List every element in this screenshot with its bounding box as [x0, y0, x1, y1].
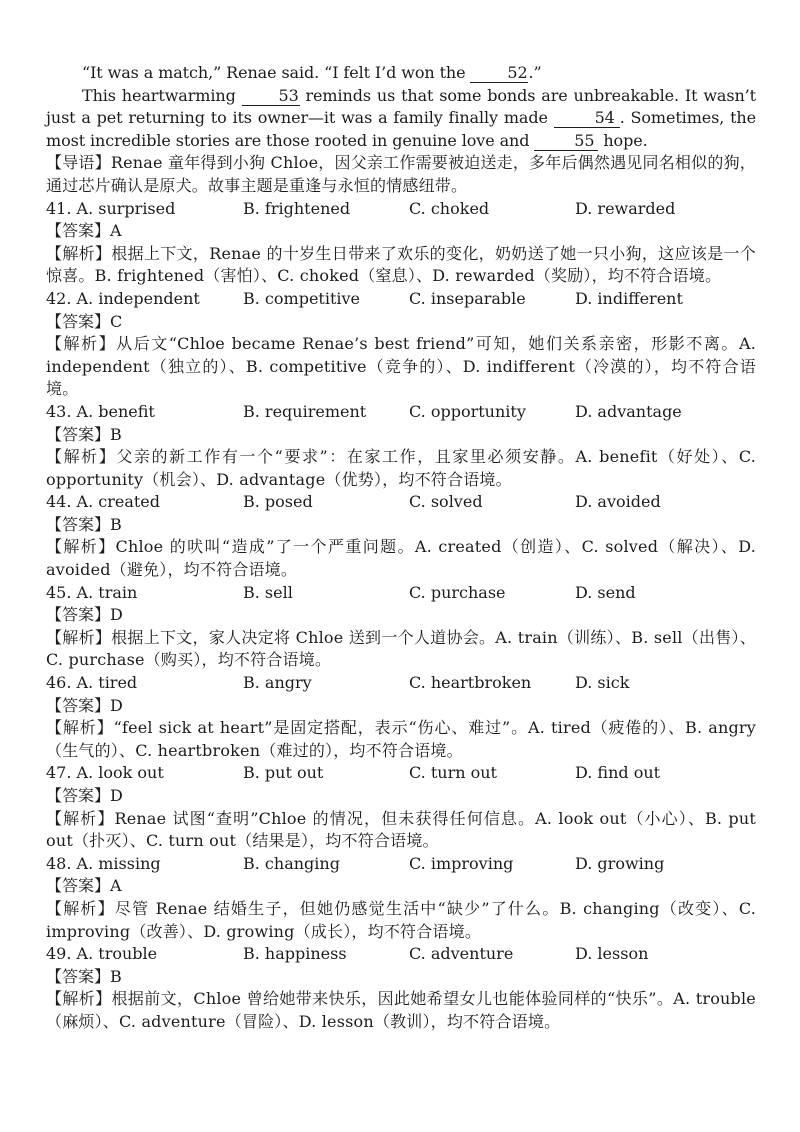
analysis-block [46, 988, 756, 1033]
question-item [46, 853, 756, 943]
option-a: 44. A. created [46, 492, 161, 512]
option-c: C. turn out [409, 763, 497, 783]
passage-text: . Sometimes, the most incredible stories are those rooted in genuine love and [46, 108, 756, 150]
analysis-text: 根据上下文，家人决定将 Chloe 送到一个人道协会。A. train（训练）、B. sell（出售）、C. purchase（购买），均不符合语境。 [46, 627, 756, 670]
question-list [46, 198, 756, 1034]
analysis-label: 【解析】 [46, 334, 117, 354]
analysis-block [46, 808, 756, 853]
answer-line [46, 424, 756, 447]
analysis-text: 根据前文，Chloe 曾给她带来快乐，因此她希望女儿也能体验同样的“快乐”。A. trouble（麻烦）、C. adventure（冒险）、D. lesson（教训），均不符合语境。 [46, 989, 756, 1031]
answer-line [46, 695, 756, 718]
option-b: B. put out [243, 763, 324, 783]
analysis-label: 【解析】 [46, 627, 112, 647]
analysis-text: 父亲的新工作有一个“要求”：在家工作，且家里必须安静。A. benefit（好处）、C. opportunity（机会）、D. advantage（优势），均不符合语境。 [46, 447, 756, 489]
question-item [46, 762, 756, 852]
blank-54: 54 [554, 109, 620, 128]
option-b: B. posed [243, 492, 313, 512]
question-item [46, 491, 756, 581]
question-options [46, 943, 756, 966]
option-d: D. find out [575, 763, 661, 783]
option-a: 47. A. look out [46, 763, 164, 783]
analysis-block [46, 446, 756, 491]
question-item [46, 943, 756, 1033]
analysis-label: 【解析】 [46, 808, 115, 828]
answer-label: 【答案】 [46, 221, 111, 241]
answer-label: 【答案】 [46, 786, 111, 805]
analysis-text: 根据上下文，Renae 的十岁生日带来了欢乐的变化，奶奶送了她一只小狗，这应该是一个惊喜。B. frightened（害怕）、C. choked（窒息）、D. rewarded（奖励），均不符合语境。 [46, 243, 756, 286]
option-c: C. opportunity [409, 401, 526, 421]
answer-value: C [110, 311, 123, 331]
question-options [46, 198, 756, 221]
question-options [46, 288, 756, 311]
option-d: D. growing [575, 853, 665, 873]
analysis-text: “feel sick at heart”是固定搭配，表示“伤心、难过”。A. tired（疲倦的）、B. angry（生气的）、C. heartbroken（难过的），均不符合语境。 [46, 718, 756, 760]
question-options [46, 672, 756, 695]
analysis-label: 【解析】 [46, 898, 115, 918]
intro-block [46, 152, 756, 197]
intro-label: 【导语】 [46, 153, 111, 173]
option-b: B. angry [243, 673, 312, 693]
answer-label: 【答案】 [46, 876, 111, 896]
option-a: 45. A. train [46, 582, 138, 602]
option-a: 42. A. independent [46, 288, 200, 308]
question-options [46, 762, 756, 785]
answer-value: D [110, 786, 123, 805]
analysis-block [46, 243, 756, 288]
option-a: 48. A. missing [46, 853, 161, 873]
analysis-block [46, 536, 756, 581]
passage-text: “It was a match,” Renae said. “I felt I’d won the [82, 63, 471, 82]
option-b: B. happiness [243, 944, 347, 964]
answer-label: 【答案】 [46, 424, 111, 444]
exam-page [46, 62, 756, 1034]
question-item [46, 401, 756, 491]
option-b: B. frightened [243, 198, 351, 218]
option-c: C. purchase [409, 582, 506, 602]
analysis-text: Renae 试图“查明”Chloe 的情况，但未获得任何信息。A. look out（小心）、B. put out（扑灭）、C. turn out（结果是），均不符合语境。 [46, 808, 756, 851]
answer-line [46, 966, 756, 989]
answer-label: 【答案】 [46, 695, 111, 715]
option-a: 43. A. benefit [46, 401, 155, 421]
answer-value: B [110, 966, 122, 986]
passage-paragraph-closing [46, 85, 756, 153]
analysis-text: Chloe 的吠叫“造成”了一个严重问题。A. created（创造）、C. solved（解决）、D. avoided（避免），均不符合语境。 [46, 537, 756, 580]
analysis-block [46, 333, 756, 401]
option-c: C. improving [409, 853, 514, 873]
option-d: D. rewarded [575, 198, 676, 218]
question-item [46, 198, 756, 288]
answer-value: A [110, 876, 122, 896]
option-c: C. choked [409, 198, 490, 218]
analysis-label: 【解析】 [46, 989, 112, 1009]
analysis-label: 【解析】 [46, 537, 116, 557]
passage-text: This heartwarming [82, 85, 242, 105]
answer-line [46, 785, 756, 808]
option-d: D. indifferent [575, 288, 683, 308]
answer-line [46, 311, 756, 334]
answer-value: D [110, 605, 123, 625]
option-d: D. avoided [575, 492, 661, 512]
answer-label: 【答案】 [46, 966, 111, 986]
option-b: B. changing [243, 853, 340, 873]
option-d: D. advantage [575, 401, 682, 421]
analysis-label: 【解析】 [46, 447, 117, 467]
answer-value: A [110, 221, 122, 241]
question-item [46, 672, 756, 762]
answer-label: 【答案】 [46, 514, 111, 534]
answer-value: B [110, 514, 122, 534]
blank-55: 55 [534, 132, 598, 151]
option-d: D. lesson [575, 944, 649, 964]
passage-text: hope. [598, 130, 648, 150]
question-options [46, 582, 756, 605]
intro-text: Renae 童年得到小狗 Chloe，因父亲工作需要被迫送走，多年后偶然遇见同名相似的狗，通过芯片确认是原犬。故事主题是重逢与永恒的情感纽带。 [46, 153, 756, 195]
analysis-block [46, 898, 756, 943]
analysis-text: 尽管 Renae 结婚生子，但她仍感觉生活中“缺少”了什么。B. changing（改变）、C. improving（改善）、D. growing（成长），均不符合语境。 [46, 898, 756, 941]
question-options [46, 491, 756, 514]
answer-value: B [110, 424, 122, 444]
analysis-block [46, 627, 756, 672]
answer-line [46, 220, 756, 243]
passage-text: .” [528, 63, 542, 82]
option-c: C. adventure [409, 944, 514, 964]
blank-52: 52 [470, 64, 528, 83]
option-b: B. requirement [243, 401, 367, 421]
answer-label: 【答案】 [46, 605, 111, 625]
answer-value: D [110, 695, 123, 715]
option-a: 46. A. tired [46, 673, 138, 693]
option-c: C. solved [409, 492, 483, 512]
question-options [46, 853, 756, 876]
question-item [46, 288, 756, 401]
option-d: D. send [575, 582, 636, 602]
option-d: D. sick [575, 673, 630, 693]
answer-label: 【答案】 [46, 311, 111, 331]
answer-line [46, 875, 756, 898]
option-a: 41. A. surprised [46, 198, 176, 218]
option-c: C. inseparable [409, 288, 526, 308]
analysis-block [46, 717, 756, 762]
option-a: 49. A. trouble [46, 944, 158, 964]
option-b: B. sell [243, 582, 293, 602]
answer-line [46, 604, 756, 627]
option-c: C. heartbroken [409, 673, 532, 693]
option-b: B. competitive [243, 288, 361, 308]
analysis-text: 从后文“Chloe became Renae’s best friend”可知，她们关系亲密，形影不离。A. independent（独立的）、B. competitive（竞争的）、D. indifferent（冷漠的），均不符合语境。 [46, 334, 756, 399]
analysis-label: 【解析】 [46, 243, 112, 263]
blank-53: 53 [242, 87, 300, 106]
question-item [46, 582, 756, 672]
passage-line-52 [46, 62, 756, 85]
answer-line [46, 514, 756, 537]
passage-text: reminds us that some bonds are unbreakable. It wasn’t just a pet returning to its owner—it was a family finally made [46, 85, 756, 128]
analysis-label: 【解析】 [46, 718, 114, 738]
question-options [46, 401, 756, 424]
